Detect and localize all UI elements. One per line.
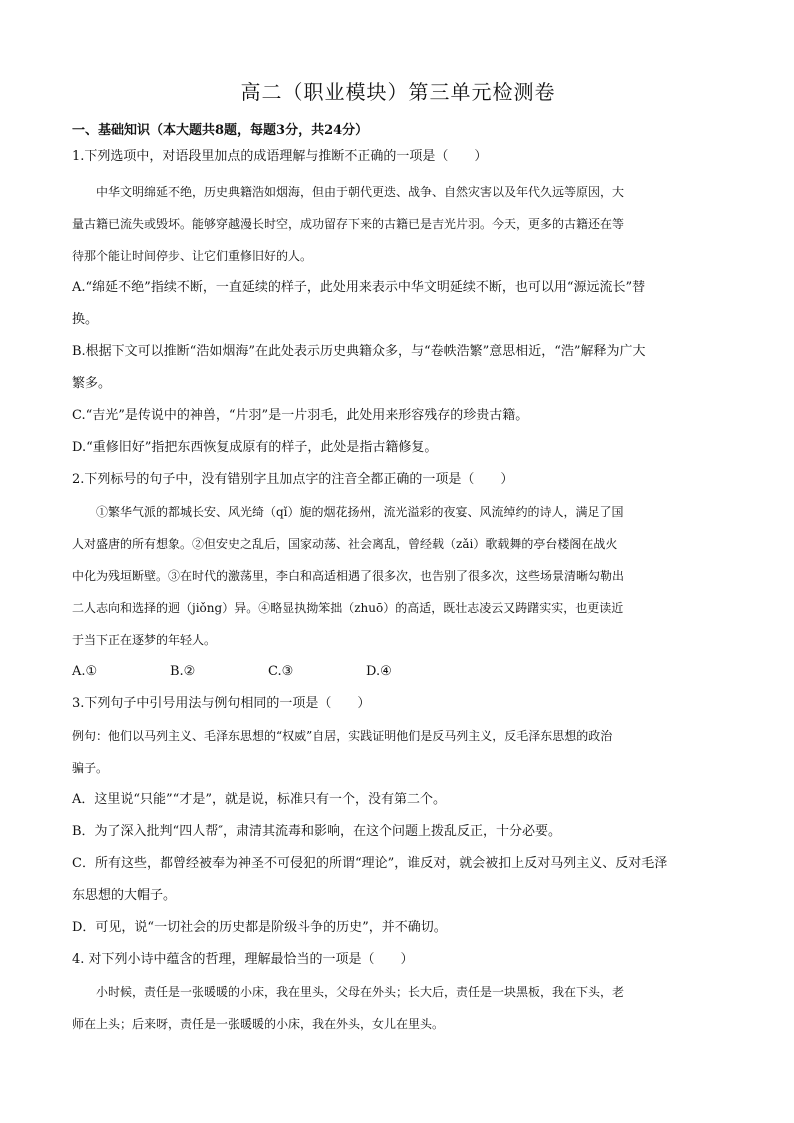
question-2-option-a: A.①	[72, 664, 98, 679]
question-1-option-a: A.“绵延不绝”指续不断，一直延续的样子，此处用来表示中华文明延续不断，也可以用“源远流长”替	[72, 280, 646, 295]
question-2-option-b: B.②	[170, 664, 196, 679]
question-3-option-c-cont: 东思想的大帽子。	[72, 888, 177, 903]
question-2-options	[72, 656, 464, 688]
question-2-passage-line: 于当下正在逐梦的年轻人。	[72, 633, 217, 647]
question-4-passage-line: 小时候，责任是一张暖暖的小床，我在里头，父母在外头；长大后，责任是一块黑板，我在下头，老	[96, 985, 625, 999]
question-3-option-b: B．为了深入批判“四人帮″，肃清其流毒和影响，在这个问题上拨乱反正，十分必要。	[72, 824, 562, 839]
question-2-passage-line: 中化为残垣断壁。③在时代的激荡里，李白和高适相遇了很多次，也告别了很多次，这些场景清晰勾勒出	[72, 569, 625, 583]
question-2-passage-line: 二人志向和选择的迥（jiǒng）异。④略显执拗笨拙（zhuō）的高适，既壮志凌云又踌躇实实，也更读近	[72, 601, 624, 615]
question-3-option-c: C．所有这些，都曾经被奉为神圣不可侵犯的所谓“理论”，谁反对，就会被扣上反对马列主义、反对毛泽	[72, 856, 668, 871]
question-1-passage-line: 待那个能让时间停步、让它们重修旧好的人。	[72, 249, 313, 263]
page-title: 高二（职业模块）第三单元检测卷	[240, 80, 556, 104]
question-1-option-d: D.“重修旧好”指把东西恢复成原有的样子，此处是指古籍修复。	[72, 440, 438, 455]
question-1-option-c: C.“吉光”是传说中的神兽，“片羽”是一片羽毛，此处用来形容残存的珍贵古籍。	[72, 408, 529, 423]
question-3-option-a: A．这里说“只能”“才是”，就是说，标准只有一个，没有第二个。	[72, 792, 446, 807]
question-3-example-cont: 骗子。	[72, 761, 109, 775]
question-3-option-d: D．可见，说“一切社会的历史都是阶级斗争的历史”，并不确切。	[72, 920, 447, 935]
question-2-option-d: D.④	[366, 664, 392, 679]
question-2-passage-line: ①繁华气派的都城长安、风光绮（qǐ）旎的烟花扬州，流光溢彩的夜宴、风流绰约的诗人，满足了国	[96, 505, 624, 519]
question-2-passage-line: 人对盛唐的所有想象。②但安史之乱后，国家动荡、社会离乱，曾经载（zǎi）歌载舞的亭台楼阁在战火	[72, 537, 618, 551]
question-3-example: 例句：他们以马列主义、毛泽东思想的“权威”自居，实践证明他们是反马列主义，反毛泽东思想的政治	[72, 729, 613, 743]
question-2-stem: 2.下列标号的句子中，没有错别字且加点字的注音全都正确的一项是（ ）	[72, 472, 514, 487]
question-2-option-c: C.③	[268, 664, 294, 679]
section-heading: 一、基础知识（本大题共8题，每题3分，共24分）	[72, 123, 369, 138]
question-1-option-b: B.根据下文可以推断“浩如烟海”在此处表示历史典籍众多，与“卷帙浩繁”意思相近，“浩”解释为广大	[72, 344, 646, 359]
question-1-passage-line: 中华文明绵延不绝，历史典籍浩如烟海，但由于朝代更迭、战争、自然灾害以及年代久远等原因，大	[96, 185, 625, 199]
question-3-stem: 3.下列句子中引号用法与例句相同的一项是（ ）	[72, 696, 371, 711]
question-1-passage-line: 量古籍已流失或毁坏。能够穿越漫长时空，成功留存下来的古籍已是吉光片羽。今天，更多的古籍还在等	[72, 217, 625, 231]
question-4-stem: 4. 对下列小诗中蕴含的哲理，理解最恰当的一项是（ ）	[72, 952, 414, 967]
question-1-option-a-cont: 换。	[72, 312, 99, 327]
question-1-option-b-cont: 繁多。	[72, 376, 112, 391]
question-4-passage-line: 师在上头；后来呀，责任是一张暖暖的小床，我在外头，女儿在里头。	[72, 1017, 445, 1031]
question-1-stem: 1.下列选项中，对语段里加点的成语理解与推断不正确的一项是（ ）	[72, 149, 488, 164]
